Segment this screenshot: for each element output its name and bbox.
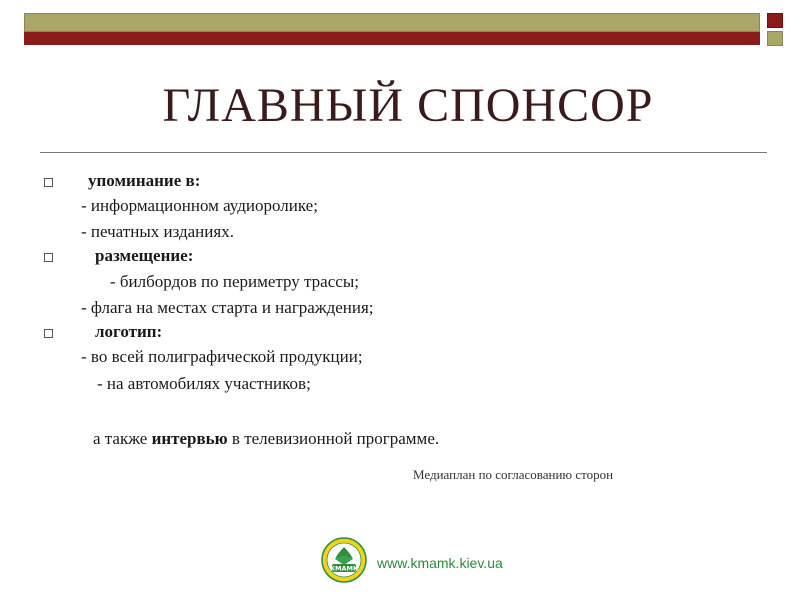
kmamk-logo-icon — [321, 537, 367, 583]
item-line: - во всей полиграфической продукции; — [81, 347, 363, 366]
mediaplan-note: Медиаплан по согласованию сторон — [413, 467, 614, 482]
item-line: - на автомобилях участников; — [97, 374, 311, 393]
logo-text: КМАМК — [329, 564, 359, 573]
item-heading-mention: упоминание в: — [88, 171, 201, 190]
closing-suffix: в телевизионной программе. — [227, 429, 440, 448]
item-line: - информационном аудиоролике; — [81, 196, 318, 215]
item-heading-placement: размещение: — [95, 246, 194, 265]
slide-title: ГЛАВНЫЙ СПОНСОР — [162, 79, 654, 132]
bullet-square-icon — [44, 329, 53, 338]
item-line: - печатных изданиях. — [81, 222, 234, 241]
bullet-square-icon — [44, 178, 53, 187]
closing-bold: интервью — [151, 429, 228, 448]
website-link[interactable]: www.kmamk.kiev.ua — [377, 555, 503, 571]
item-line: - билбордов по периметру трассы; — [110, 272, 359, 291]
closing-prefix: а также — [93, 429, 152, 448]
item-line: - флага на местах старта и награждения; — [81, 298, 374, 317]
item-heading-logo: логотип: — [95, 322, 163, 341]
closing-text — [93, 428, 439, 450]
bullet-square-icon — [44, 253, 53, 262]
